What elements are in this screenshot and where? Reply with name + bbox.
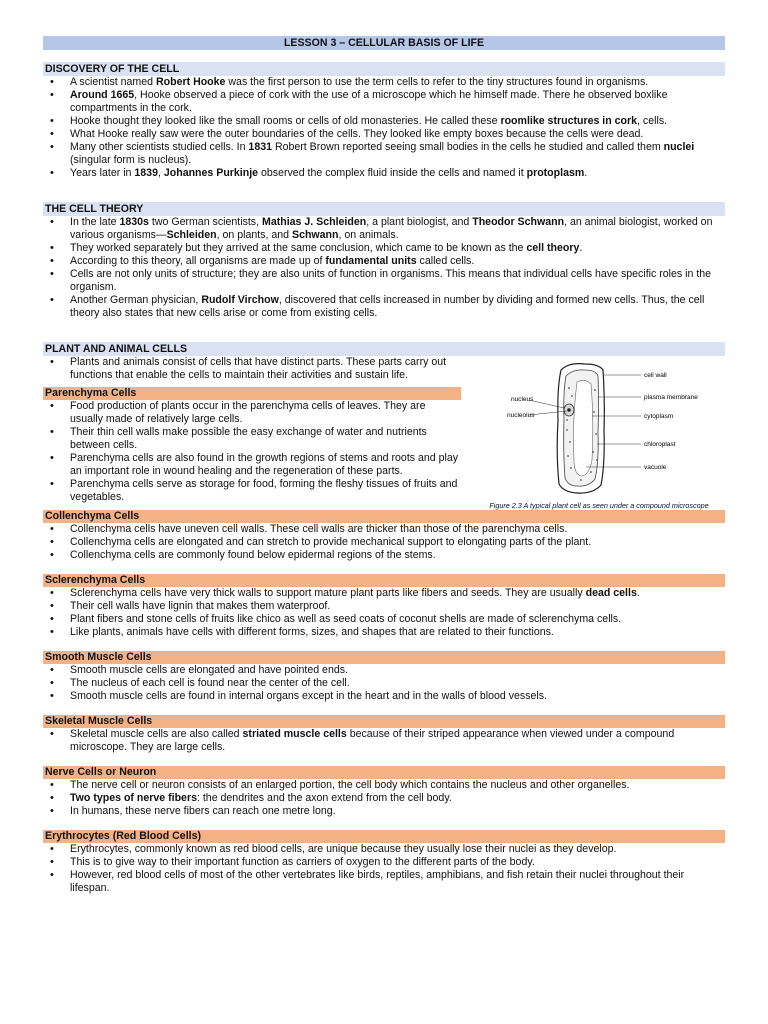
list-item: • However, red blood cells of most of the other vertebrates like birds, reptiles, amphibians, and fish retain their nuclei throughout their lifespan. [43, 869, 725, 895]
bold-term: protoplasm [526, 167, 585, 179]
list-item: • According to this theory, all organisms are made up of fundamental units called cells. [43, 255, 725, 268]
bold-term: cell theory [526, 242, 580, 254]
sclerenchyma-list [43, 587, 725, 639]
list-item: • Their cell walls have lignin that makes them waterproof. [43, 600, 725, 613]
bold-term: roomlike structures in cork [500, 115, 638, 127]
list-item: • Erythrocytes, commonly known as red blood cells, are unique because they usually lose their nuclei as they develop. [43, 843, 725, 856]
list-item: • Collenchyma cells have uneven cell walls. These cell walls are thicker than those of the parenchyma cells. [43, 523, 725, 536]
heading-cell-theory: THE CELL THEORY [43, 202, 725, 216]
list-item: • Collenchyma cells are elongated and can stretch to provide mechanical support to elongating parts of the plant. [43, 536, 725, 549]
bold-term: Theodor Schwann [472, 216, 565, 228]
collenchyma-list [43, 523, 725, 562]
bold-term: Mathias J. Schleiden [262, 216, 367, 228]
list-item: • Smooth muscle cells are found in internal organs except in the heart and in the walls of blood vessels. [43, 690, 725, 703]
bold-term: 1830s [119, 216, 149, 228]
label-vacuole: vacuole [644, 464, 667, 471]
list-item: • Parenchyma cells serve as storage for food, forming the fleshy tissues of fruits and vegetables. [43, 478, 461, 504]
label-nucleus: nucleus [511, 396, 534, 403]
plant-section [43, 356, 725, 510]
bold-term: 1831 [248, 141, 272, 153]
discovery-list [43, 76, 725, 180]
bold-term: Rudolf Virchow [201, 294, 279, 306]
figure-caption: Figure 2.3 A typical plant cell as seen under a compound microscope [489, 501, 709, 510]
heading-plant-animal: PLANT AND ANIMAL CELLS [43, 342, 725, 356]
vacuole-shape [573, 380, 592, 476]
bold-term: Around 1665 [70, 89, 135, 101]
bold-term: 1839 [134, 167, 158, 179]
smooth-muscle-list [43, 664, 725, 703]
list-item: • Parenchyma cells are also found in the growth regions of stems and roots and play an important role in wound healing and the regeneration of these parts. [43, 452, 461, 478]
list-item: • In the late 1830s two German scientists, Mathias J. Schleiden, a plant biologist, and Theodor Schwann, an animal biologist, worked on various organisms—Schleiden, on plants, and Schwann, on animals. [43, 216, 725, 242]
lesson-title: LESSON 3 – CELLULAR BASIS OF LIFE [43, 36, 725, 50]
heading-parenchyma: Parenchyma Cells [43, 387, 461, 400]
list-item: • Many other scientists studied cells. In 1831 Robert Brown reported seeing small bodies in the cells he studied and called them nuclei (singular form is nucleus). [43, 141, 725, 167]
list-item: • What Hooke really saw were the outer boundaries of the cells. They looked like empty boxes because the cells were dead. [43, 128, 725, 141]
list-item: • Around 1665, Hooke observed a piece of cork with the use of a microscope which he himself made. There he observed boxlike compartments in the cork. [43, 89, 725, 115]
list-item: • Two types of nerve fibers: the dendrites and the axon extend from the cell body. [43, 792, 725, 805]
bold-term: nuclei [663, 141, 695, 153]
list-item: • Years later in 1839, Johannes Purkinje observed the complex fluid inside the cells and named it protoplasm. [43, 167, 725, 180]
skeletal-muscle-list [43, 728, 725, 754]
list-item: • Their thin cell walls make possible the easy exchange of water and nutrients between cells. [43, 426, 461, 452]
list-item: • In humans, these nerve fibers can reach one metre long. [43, 805, 725, 818]
list-item: • A scientist named Robert Hooke was the first person to use the term cells to refer to the tiny structures found in organisms. [43, 76, 725, 89]
heading-sclerenchyma: Sclerenchyma Cells [43, 574, 725, 587]
plant-intro-list [43, 356, 461, 382]
list-item: • Smooth muscle cells are elongated and have pointed ends. [43, 664, 725, 677]
parenchyma-list [43, 400, 461, 504]
list-item: • Skeletal muscle cells are also called striated muscle cells because of their striped appearance when viewed under a compound microscope. They are large cells. [43, 728, 725, 754]
heading-skeletal-muscle: Skeletal Muscle Cells [43, 715, 725, 728]
heading-smooth-muscle: Smooth Muscle Cells [43, 651, 725, 664]
bold-term: Two types of nerve fibers [70, 792, 197, 804]
list-item: • This is to give way to their important function as carriers of oxygen to the different parts of the body. [43, 856, 725, 869]
list-item: • Plant fibers and stone cells of fruits like chico as well as seed coats of coconut shells are made of sclerenchyma cells. [43, 613, 725, 626]
heading-nerve: Nerve Cells or Neuron [43, 766, 725, 779]
list-item: • Another German physician, Rudolf Virchow, discovered that cells increased in number by dividing and formed new cells. Thus, the cell theory also states that new cells arise or come from existing cells. [43, 294, 725, 320]
plant-cell-diagram [473, 360, 725, 500]
heading-discovery: DISCOVERY OF THE CELL [43, 62, 725, 76]
heading-collenchyma: Collenchyma Cells [43, 510, 725, 523]
label-cytoplasm: cytoplasm [644, 413, 674, 420]
bold-term: dead cells [585, 587, 637, 599]
list-item: • The nucleus of each cell is found near the center of the cell. [43, 677, 725, 690]
list-item: • Like plants, animals have cells with different forms, sizes, and shapes that are related to their functions. [43, 626, 725, 639]
label-plasma-membrane: plasma membrane [644, 394, 698, 401]
nucleolus-shape [567, 408, 571, 412]
list-item: • The nerve cell or neuron consists of an enlarged portion, the cell body which contains the nucleus and other organelles. [43, 779, 725, 792]
label-nucleolus: nucleolus [507, 412, 535, 419]
plant-left-column [43, 356, 461, 504]
list-item: • They worked separately but they arrived at the same conclusion, which came to be known as the cell theory. [43, 242, 725, 255]
cell-theory-list [43, 216, 725, 320]
plant-cell-figure [473, 360, 725, 510]
erythrocytes-list [43, 843, 725, 895]
bold-term: striated muscle cells [242, 728, 347, 740]
list-item: • Hooke thought they looked like the small rooms or cells of old monasteries. He called these roomlike structures in cork, cells. [43, 115, 725, 128]
list-item: • Plants and animals consist of cells that have distinct parts. These parts carry out functions that enable the cells to maintain their activities and sustain life. [43, 356, 461, 382]
label-chloroplast: chloroplast [644, 441, 676, 448]
list-item: • Cells are not only units of structure; they are also units of function in organisms. This means that individual cells have specific roles in the organism. [43, 268, 725, 294]
label-cell-wall: cell wall [644, 372, 667, 379]
bold-term: Schwann [292, 229, 339, 241]
list-item: • Collenchyma cells are commonly found below epidermal regions of the stems. [43, 549, 725, 562]
document-page [43, 36, 725, 895]
bold-term: Johannes Purkinje [163, 167, 259, 179]
bold-term: fundamental units [325, 255, 417, 267]
heading-erythrocytes: Erythrocytes (Red Blood Cells) [43, 830, 725, 843]
bold-term: Robert Hooke [155, 76, 226, 88]
bold-term: Schleiden [166, 229, 217, 241]
nerve-list [43, 779, 725, 818]
list-item: • Food production of plants occur in the parenchyma cells of leaves. They are usually made of relatively large cells. [43, 400, 461, 426]
list-item: • Sclerenchyma cells have very thick walls to support mature plant parts like fibers and seeds. They are usually dead cells. [43, 587, 725, 600]
